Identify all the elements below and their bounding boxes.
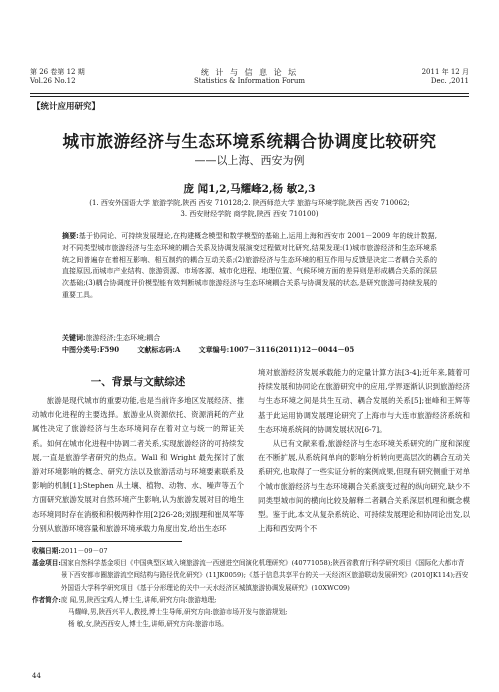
abstract-label: 摘要: <box>62 231 79 240</box>
volume-cn: 第 26 卷第 12 期 <box>30 68 85 76</box>
affiliation-line: (1. 西安外国语大学 旅游学院,陕西 西安 710128;2. 陕西师范大学 旅游与环境学院,陕西 西安 710062; <box>89 199 410 207</box>
classification-ids <box>62 344 370 356</box>
issue-date-en: Dec. ,2011 <box>430 77 469 85</box>
volume-en: Vol.26 No.12 <box>30 77 76 85</box>
keywords-text: 旅游经济;生态环境;耦合 <box>85 334 161 342</box>
abstract <box>62 230 437 302</box>
body-paragraph: 从已有文献来看,旅游经济与生态环境关系研究的广度和深度在不断扩展,从系统间单向的影响分析转向更高层次的耦合互动关系研究,也取得了一些实证分析的案例成果,但现有研究侧重于对单个城市旅游经济与生态环境耦合关系演变过程的纵向研究,缺少不同类型城市间的横向比较及解释二者耦合关系深层机理和概念模型。鉴于此,本文从复杂系统论、可持续发展理论和协同论出发,以上海和西安两个不 <box>258 439 470 534</box>
footnote-key: 收稿日期: <box>32 547 61 555</box>
footnotes <box>32 545 469 630</box>
header-rule-thick <box>30 93 469 94</box>
footnote-key: 作者简介: <box>32 595 61 604</box>
running-header <box>30 68 469 94</box>
document-code: 文献标志码:A <box>137 345 181 354</box>
header-rule-thin <box>30 96 469 97</box>
affiliation-line: 3. 西安财经学院 商学院,陕西 西安 710100) <box>180 210 319 218</box>
footnote-value: 杨 敏,女,陕西西安人,博士生,讲师,研究方向:旅游市场。 <box>68 620 228 629</box>
affiliations <box>40 198 459 220</box>
abstract-text: 基于协同论、可持续发展理论,在构建概念模型和数学模型的基础上,运用上海和西安市 2001－2009 年的统计数据,对不同类型城市旅游经济与生态环境的耦合关系及协调发展演变过程做对比研究,结果发现:(1)城市旅游经济和生态环境系统之间普遍存在着相互影响、相互制约的耦合互动关系;(2)旅游经济与生态环境的相互作用与反馈是决定二者耦合关系的直接原因,而城市产业结构、旅游资源、市场客源、城市化进程、地理位置、气候环境方面的差异则是形成耦合关系的深层次基础;(3)耦合协调度评价模型能有效判断城市旅游经济与生态环境耦合关系与协调发展的状态,是研究旅游可持续发展的重要工具。 <box>62 232 437 299</box>
footnote-item <box>32 557 469 594</box>
body-column-left <box>32 374 244 536</box>
paper-subtitle: ——以上海、西安为例 <box>194 154 305 167</box>
body-column-right <box>258 366 470 536</box>
footnote-item <box>32 594 469 606</box>
journal-name-en: Statistics & Information Forum <box>193 77 306 85</box>
body-paragraph: 旅游是现代城市的重要功能,也是当前许多地区发展经济、推动城市化进程的主要选择。旅游业从资源依托、资源消耗的产业属性决定了旅游经济与生态环境间存在着对立与统一的辩证关系。如何在城市化进程中协调二者关系,实现旅游经济的可持续发展,一直是旅游学者研究的热点。Wall 和 Wright 最先探讨了旅游对环境影响的概念、研究方法以及旅游活动与环境要素联系及影响的机制[1];Stephen 从土壤、植物、动物、水、噪声等五个方面研究旅游发展对自然环境产生影响,认为旅游发展对目的地生态环境同时存在消极和积极两种作用[2]26-28;刘振理和崔凤军等分别从旅游环境容量和旅游环境承载力角度出发,给出生态环 <box>32 396 244 533</box>
journal-name-cn: 统 计 与 信 息 论 坛 <box>200 68 299 77</box>
keywords <box>62 332 437 344</box>
issue-date <box>422 68 469 86</box>
footnote-item <box>32 618 469 630</box>
footnote-item <box>32 606 469 618</box>
footnote-value: 马耀峰,男,陕西兴平人,教授,博士生导师,研究方向:旅游市场开发与旅游规划; <box>68 608 288 617</box>
paper-title: 城市旅游经济与生态环境系统耦合协调度比较研究 <box>62 132 437 151</box>
footnote-item <box>32 545 469 557</box>
author-list: 庞 闻1,2,马耀峰2,杨 敏2,3 <box>183 183 316 195</box>
footnote-value: 国家自然科学基金项目《中国典型区域入境旅游流一西递进空间演化机理研究》(40771058);陕西省教育厅科学研究项目《国际化大都市背景下西安都市圈旅游流空间结构与路径优化研究》(11JK0059);《基于信息共享平台的关一天经济区旅游联动发展研究》(2010JK114);西安外国语大学科学研究项目《基于分形理论的关中一天水经济区城镇旅游协调发展研究》(10XWC09) <box>60 559 469 592</box>
journal-name <box>30 68 469 86</box>
footnote-value: 2011－09－07 <box>60 547 108 555</box>
issue-date-cn: 2011 年 12 月 <box>421 68 469 76</box>
page-number: 44 <box>32 672 41 680</box>
footnote-value: 庞 闻,男,陕西宝鸡人,博士生,讲师,研究方向:旅游地理; <box>60 595 217 604</box>
keywords-label: 关键词: <box>62 333 86 342</box>
footnote-rule <box>32 541 182 542</box>
section-heading: 一、背景与文献综述 <box>90 376 186 388</box>
clc-number: 中图分类号:F590 <box>62 345 120 354</box>
footnote-key: 基金项目: <box>32 559 61 568</box>
body-paragraph: 境对旅游经济发展承载能力的定量计算方法[3-4];近年来,随着可持续发展和协同论在旅游研究中的应用,学界逐渐认识到旅游经济与生态环境之间是共生互动、耦合发展的关系[5];崔峰和王辉等基于此运用协调发展理论研究了上海市与大连市旅游经济系统和生态环境系统间的协调发展状况[6-7]。 <box>258 368 470 434</box>
section-tag: 【统计应用研究】 <box>32 102 101 112</box>
article-number: 文章编号:1007－3116(2011)12－0044－05 <box>198 345 355 354</box>
